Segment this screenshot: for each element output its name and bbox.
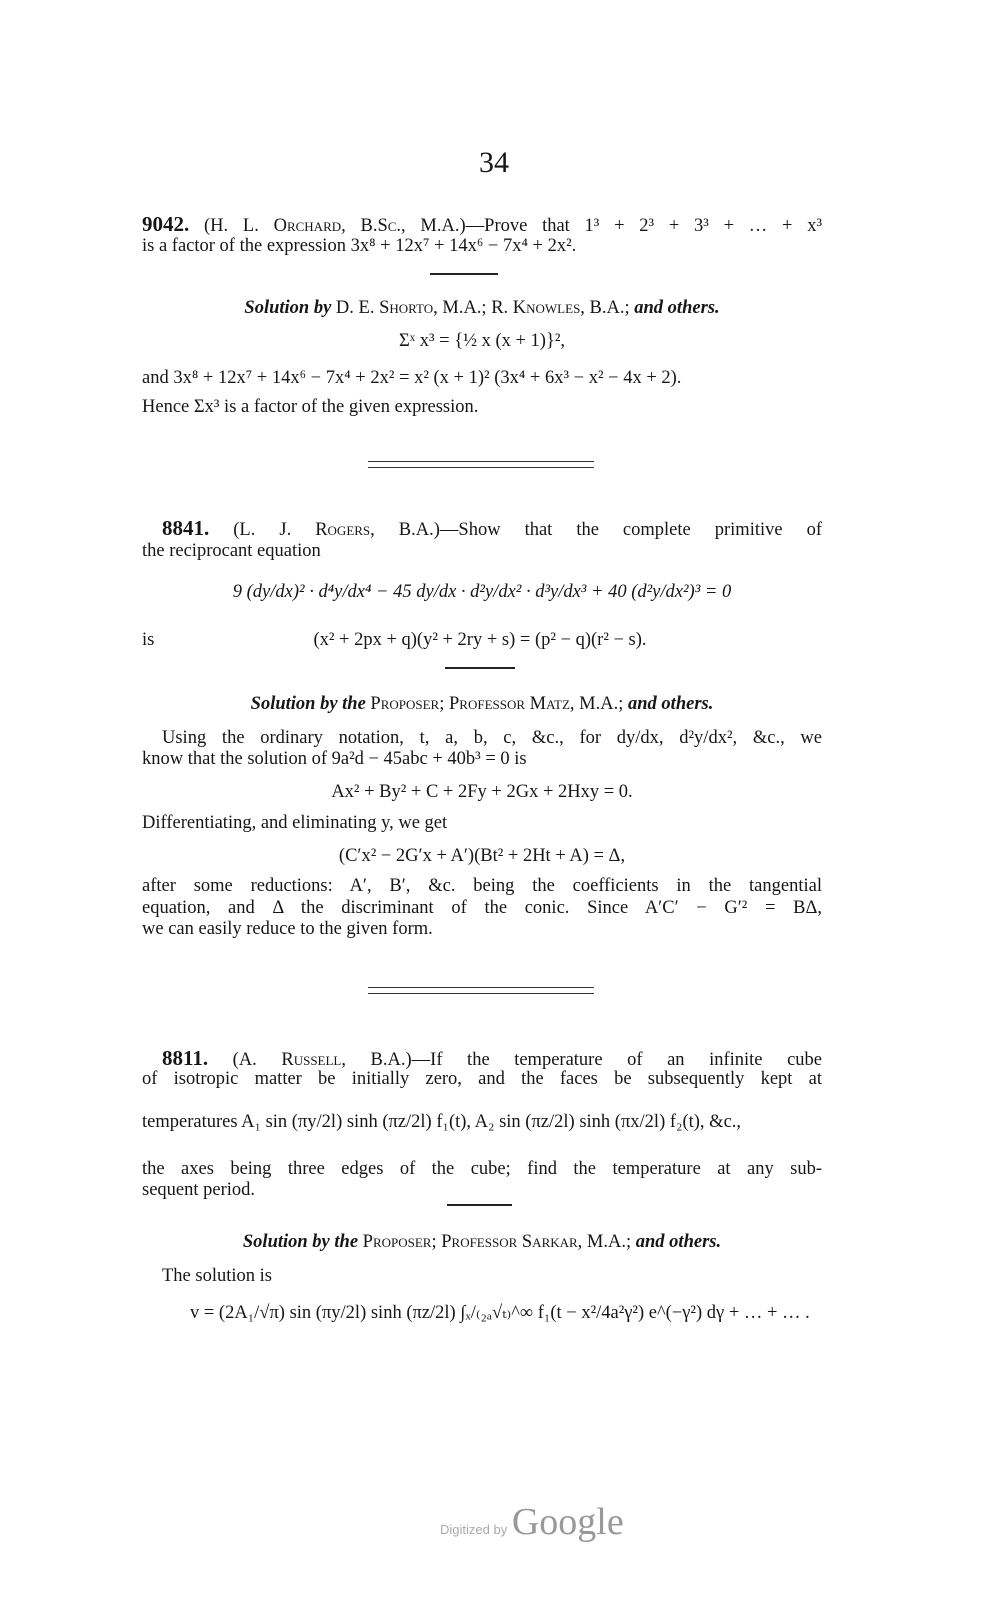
solution-credit: Solution by the Proposer; Professor Matz, M.A.; and others. bbox=[250, 694, 714, 714]
equation: (x² + 2px + q)(y² + 2ry + s) = (p² − q)(r² − s). bbox=[313, 630, 647, 650]
problem-8841-header: 8841. (L. J. Rogers, B.A.)—Show that the complete primitive of bbox=[162, 516, 822, 540]
equation: (C′x² − 2G′x + A′)(Bt² + 2Ht + A) = Δ, bbox=[338, 846, 626, 866]
equation: v = (2A₁/√π) sin (πy/2l) sinh (πz/2l) ∫ₓ/₍₂ₐ√ₜ₎^∞ f₁(t − x²/4a²γ²) e^(−γ²) dγ + … + … . bbox=[190, 1303, 810, 1323]
paragraph-line: The solution is bbox=[162, 1266, 272, 1286]
equation: temperatures A₁ sin (πy/2l) sinh (πz/2l) f₁(t), A₂ sin (πz/2l) sinh (πx/2l) f₂(t), &c., bbox=[142, 1112, 742, 1132]
divider bbox=[447, 1204, 512, 1206]
paragraph-line: we can easily reduce to the given form. bbox=[142, 919, 433, 939]
problem-statement-line: the axes being three edges of the cube; find the temperature at any sub- bbox=[142, 1159, 822, 1179]
problem-statement: —Prove that 1³ + 2³ + 3³ + … + x³ bbox=[465, 216, 822, 236]
digitized-by-google-watermark: Digitized by Google bbox=[440, 1501, 624, 1543]
problem-author: (H. L. Orchard, B.Sc., M.A.) bbox=[204, 216, 466, 236]
divider bbox=[430, 273, 498, 275]
is-label: is bbox=[142, 630, 155, 650]
paragraph-line: know that the solution of 9a²d − 45abc + 40b³ = 0 is bbox=[142, 749, 527, 769]
paragraph-line: after some reductions: A′, B′, &c. being the coefficients in the tangential bbox=[142, 876, 822, 896]
equation: and 3x⁸ + 12x⁷ + 14x⁶ − 7x⁴ + 2x² = x² (x + 1)² (3x⁴ + 6x³ − x² − 4x + 2). bbox=[142, 368, 682, 388]
divider bbox=[445, 667, 515, 669]
problem-number: 9042. bbox=[142, 212, 190, 236]
paragraph-line: equation, and Δ the discriminant of the conic. Since A′C′ − G′² = BΔ, bbox=[142, 898, 822, 918]
problem-statement-line: of isotropic matter be initially zero, and the faces be subsequently kept at bbox=[142, 1069, 822, 1089]
section-divider bbox=[368, 461, 594, 468]
page-number: 34 bbox=[479, 146, 509, 179]
equation: 9 (dy/dx)² · d⁴y/dx⁴ − 45 dy/dx · d²y/dx² · d³y/dx³ + 40 (d²y/dx²)³ = 0 bbox=[232, 582, 732, 602]
problem-9042-header bbox=[142, 213, 822, 237]
equation: Σˣ x³ = {½ x (x + 1)}², bbox=[398, 331, 566, 351]
solution-credit: Solution by the Proposer; Professor Sarkar, M.A.; and others. bbox=[242, 1232, 722, 1252]
section-divider bbox=[368, 987, 594, 994]
problem-statement-line: sequent period. bbox=[142, 1180, 256, 1200]
solution-credit: Solution by D. E. Shorto, M.A.; R. Knowles, B.A.; and others. bbox=[244, 298, 720, 318]
paragraph-line: Hence Σx³ is a factor of the given expression. bbox=[142, 397, 479, 417]
problem-statement-line: is a factor of the expression 3x⁸ + 12x⁷ + 14x⁶ − 7x⁴ + 2x². bbox=[142, 236, 577, 256]
problem-statement-line: the reciprocant equation bbox=[142, 541, 321, 561]
google-logo: Google bbox=[511, 1501, 624, 1543]
paragraph-line: Differentiating, and eliminating y, we get bbox=[142, 813, 448, 833]
problem-8811-header: 8811. (A. Russell, B.A.)—If the temperature of an infinite cube bbox=[162, 1046, 822, 1070]
equation: Ax² + By² + C + 2Fy + 2Gx + 2Hxy = 0. bbox=[331, 782, 633, 802]
paragraph-line: Using the ordinary notation, t, a, b, c, &c., for dy/dx, d²y/dx², &c., we bbox=[162, 728, 822, 748]
